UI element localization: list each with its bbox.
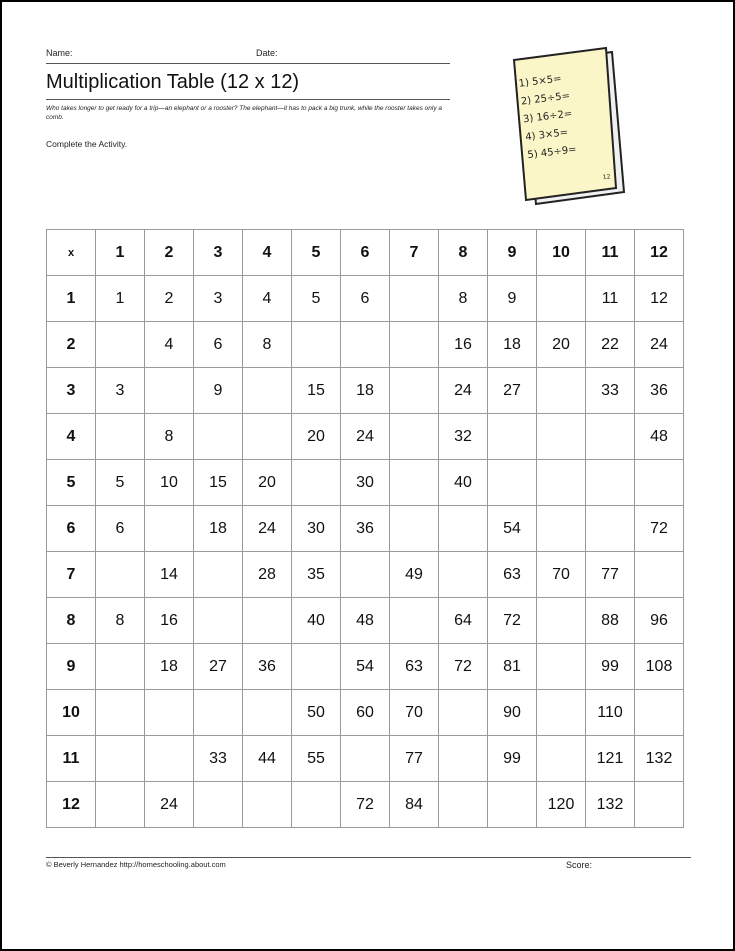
column-header: 5 bbox=[292, 230, 341, 276]
product-cell[interactable]: 36 bbox=[243, 644, 292, 690]
product-cell[interactable]: 90 bbox=[488, 690, 537, 736]
product-cell[interactable] bbox=[194, 690, 243, 736]
row-header: 2 bbox=[47, 322, 96, 368]
product-cell[interactable]: 48 bbox=[341, 598, 390, 644]
product-cell[interactable]: 3 bbox=[194, 276, 243, 322]
product-cell[interactable] bbox=[390, 276, 439, 322]
notepad-line: 4) 3×5= bbox=[524, 127, 569, 144]
column-header: 12 bbox=[635, 230, 684, 276]
row-header: 7 bbox=[47, 552, 96, 598]
product-cell[interactable] bbox=[390, 460, 439, 506]
product-cell[interactable] bbox=[292, 322, 341, 368]
table-row bbox=[47, 690, 684, 736]
product-cell[interactable]: 88 bbox=[586, 598, 635, 644]
product-cell[interactable]: 72 bbox=[439, 644, 488, 690]
product-cell[interactable] bbox=[537, 506, 586, 552]
product-cell[interactable] bbox=[341, 552, 390, 598]
product-cell[interactable] bbox=[194, 552, 243, 598]
table-row bbox=[47, 322, 684, 368]
row-header: 10 bbox=[47, 690, 96, 736]
product-cell[interactable]: 9 bbox=[194, 368, 243, 414]
product-cell[interactable] bbox=[243, 782, 292, 828]
product-cell[interactable]: 8 bbox=[439, 276, 488, 322]
column-header: 4 bbox=[243, 230, 292, 276]
product-cell[interactable]: 30 bbox=[292, 506, 341, 552]
product-cell[interactable]: 20 bbox=[537, 322, 586, 368]
product-cell[interactable] bbox=[537, 690, 586, 736]
table-row bbox=[47, 414, 684, 460]
product-cell[interactable]: 16 bbox=[145, 598, 194, 644]
product-cell[interactable]: 132 bbox=[635, 736, 684, 782]
product-cell[interactable] bbox=[292, 782, 341, 828]
column-header: 10 bbox=[537, 230, 586, 276]
column-header: 2 bbox=[145, 230, 194, 276]
product-cell[interactable]: 24 bbox=[341, 414, 390, 460]
product-cell[interactable]: 24 bbox=[439, 368, 488, 414]
product-cell[interactable]: 6 bbox=[341, 276, 390, 322]
product-cell[interactable]: 27 bbox=[488, 368, 537, 414]
product-cell[interactable]: 70 bbox=[390, 690, 439, 736]
product-cell[interactable] bbox=[537, 460, 586, 506]
product-cell[interactable]: 64 bbox=[439, 598, 488, 644]
product-cell[interactable]: 72 bbox=[341, 782, 390, 828]
multiplication-table bbox=[46, 229, 684, 828]
product-cell[interactable] bbox=[243, 368, 292, 414]
product-cell[interactable]: 24 bbox=[145, 782, 194, 828]
row-header: 9 bbox=[47, 644, 96, 690]
product-cell[interactable]: 77 bbox=[586, 552, 635, 598]
product-cell[interactable]: 30 bbox=[341, 460, 390, 506]
date-label: Date: bbox=[256, 48, 278, 58]
product-cell[interactable] bbox=[194, 782, 243, 828]
instruction-text: Complete the Activity. bbox=[46, 139, 128, 149]
product-cell[interactable]: 84 bbox=[390, 782, 439, 828]
product-cell[interactable]: 22 bbox=[586, 322, 635, 368]
table-row bbox=[47, 368, 684, 414]
product-cell[interactable] bbox=[537, 644, 586, 690]
product-cell[interactable]: 4 bbox=[243, 276, 292, 322]
product-cell[interactable] bbox=[537, 598, 586, 644]
product-cell[interactable] bbox=[635, 460, 684, 506]
product-cell[interactable] bbox=[390, 414, 439, 460]
product-cell[interactable]: 96 bbox=[635, 598, 684, 644]
product-cell[interactable]: 99 bbox=[586, 644, 635, 690]
row-header: 12 bbox=[47, 782, 96, 828]
product-cell[interactable]: 121 bbox=[586, 736, 635, 782]
column-header: 8 bbox=[439, 230, 488, 276]
product-cell[interactable]: 8 bbox=[96, 598, 145, 644]
name-label: Name: bbox=[46, 48, 73, 58]
row-header: 1 bbox=[47, 276, 96, 322]
product-cell[interactable]: 33 bbox=[194, 736, 243, 782]
product-cell[interactable]: 40 bbox=[439, 460, 488, 506]
table-row bbox=[47, 644, 684, 690]
row-header: 3 bbox=[47, 368, 96, 414]
footer-line bbox=[46, 857, 691, 858]
score-label: Score: bbox=[566, 860, 593, 870]
product-cell[interactable] bbox=[145, 736, 194, 782]
product-cell[interactable] bbox=[341, 736, 390, 782]
product-cell[interactable] bbox=[439, 782, 488, 828]
column-header: 6 bbox=[341, 230, 390, 276]
product-cell[interactable]: 15 bbox=[292, 368, 341, 414]
product-cell[interactable]: 110 bbox=[586, 690, 635, 736]
product-cell[interactable]: 4 bbox=[145, 322, 194, 368]
notepad-icon bbox=[500, 44, 630, 206]
product-cell[interactable] bbox=[390, 506, 439, 552]
product-cell[interactable]: 18 bbox=[341, 368, 390, 414]
product-cell[interactable] bbox=[194, 598, 243, 644]
product-cell[interactable] bbox=[390, 368, 439, 414]
product-cell[interactable]: 20 bbox=[243, 460, 292, 506]
product-cell[interactable] bbox=[96, 782, 145, 828]
product-cell[interactable] bbox=[439, 690, 488, 736]
product-cell[interactable] bbox=[390, 598, 439, 644]
row-header: 8 bbox=[47, 598, 96, 644]
product-cell[interactable] bbox=[96, 552, 145, 598]
product-cell[interactable]: 27 bbox=[194, 644, 243, 690]
product-cell[interactable]: 16 bbox=[439, 322, 488, 368]
product-cell[interactable]: 20 bbox=[292, 414, 341, 460]
product-cell[interactable]: 35 bbox=[292, 552, 341, 598]
product-cell[interactable]: 36 bbox=[635, 368, 684, 414]
product-cell[interactable] bbox=[537, 276, 586, 322]
copyright-text: © Beverly Hernandez http://homeschooling.about.com bbox=[46, 860, 226, 869]
product-cell[interactable]: 63 bbox=[390, 644, 439, 690]
table-row bbox=[47, 276, 684, 322]
product-cell[interactable]: 10 bbox=[145, 460, 194, 506]
product-cell[interactable] bbox=[96, 322, 145, 368]
product-cell[interactable]: 32 bbox=[439, 414, 488, 460]
product-cell[interactable] bbox=[439, 736, 488, 782]
riddle-text: Who takes longer to get ready for a trip—an elephant or a rooster? The elephant—it has to pack a big trunk, while the rooster takes only a comb. bbox=[46, 105, 442, 121]
product-cell[interactable]: 70 bbox=[537, 552, 586, 598]
product-cell[interactable]: 49 bbox=[390, 552, 439, 598]
product-cell[interactable] bbox=[341, 322, 390, 368]
product-cell[interactable] bbox=[586, 460, 635, 506]
product-cell[interactable]: 5 bbox=[96, 460, 145, 506]
product-cell[interactable]: 54 bbox=[341, 644, 390, 690]
page-title: Multiplication Table (12 x 12) bbox=[46, 71, 300, 93]
product-cell[interactable] bbox=[292, 460, 341, 506]
product-cell[interactable] bbox=[96, 736, 145, 782]
product-cell[interactable] bbox=[488, 414, 537, 460]
column-header: 11 bbox=[586, 230, 635, 276]
product-cell[interactable] bbox=[439, 506, 488, 552]
product-cell[interactable]: 6 bbox=[194, 322, 243, 368]
product-cell[interactable]: 11 bbox=[586, 276, 635, 322]
notepad-page-number: 12 bbox=[602, 173, 611, 182]
product-cell[interactable] bbox=[243, 598, 292, 644]
notepad-line: 1) 5×5= bbox=[518, 73, 563, 90]
column-header: 7 bbox=[390, 230, 439, 276]
product-cell[interactable] bbox=[439, 552, 488, 598]
column-header: 3 bbox=[194, 230, 243, 276]
product-cell[interactable]: 36 bbox=[341, 506, 390, 552]
notepad-line: 3) 16÷2= bbox=[522, 108, 573, 126]
product-cell[interactable] bbox=[243, 414, 292, 460]
product-cell[interactable]: 63 bbox=[488, 552, 537, 598]
name-date-line bbox=[46, 63, 450, 64]
product-cell[interactable] bbox=[96, 414, 145, 460]
notepad-line: 5) 45÷9= bbox=[526, 144, 578, 162]
notepad-line: 2) 25÷5= bbox=[520, 90, 571, 108]
product-cell[interactable]: 108 bbox=[635, 644, 684, 690]
product-cell[interactable]: 44 bbox=[243, 736, 292, 782]
product-cell[interactable]: 81 bbox=[488, 644, 537, 690]
product-cell[interactable] bbox=[243, 690, 292, 736]
product-cell[interactable]: 55 bbox=[292, 736, 341, 782]
column-header: 9 bbox=[488, 230, 537, 276]
product-cell[interactable] bbox=[390, 322, 439, 368]
table-row bbox=[47, 782, 684, 828]
row-header: 11 bbox=[47, 736, 96, 782]
product-cell[interactable] bbox=[145, 690, 194, 736]
table-row bbox=[47, 598, 684, 644]
product-cell[interactable] bbox=[635, 690, 684, 736]
product-cell[interactable]: 6 bbox=[96, 506, 145, 552]
product-cell[interactable] bbox=[537, 736, 586, 782]
product-cell[interactable] bbox=[635, 782, 684, 828]
header-row bbox=[47, 230, 684, 276]
product-cell[interactable] bbox=[145, 368, 194, 414]
row-header: 4 bbox=[47, 414, 96, 460]
product-cell[interactable]: 18 bbox=[488, 322, 537, 368]
product-cell[interactable]: 48 bbox=[635, 414, 684, 460]
product-cell[interactable] bbox=[488, 460, 537, 506]
product-cell[interactable]: 40 bbox=[292, 598, 341, 644]
row-header: 6 bbox=[47, 506, 96, 552]
table-row bbox=[47, 506, 684, 552]
product-cell[interactable]: 72 bbox=[635, 506, 684, 552]
product-cell[interactable]: 12 bbox=[635, 276, 684, 322]
product-cell[interactable]: 18 bbox=[145, 644, 194, 690]
product-cell[interactable] bbox=[145, 506, 194, 552]
product-cell[interactable]: 24 bbox=[243, 506, 292, 552]
product-cell[interactable]: 2 bbox=[145, 276, 194, 322]
product-cell[interactable]: 3 bbox=[96, 368, 145, 414]
table-row bbox=[47, 736, 684, 782]
product-cell[interactable]: 8 bbox=[145, 414, 194, 460]
product-cell[interactable] bbox=[586, 506, 635, 552]
product-cell[interactable]: 5 bbox=[292, 276, 341, 322]
product-cell[interactable] bbox=[194, 414, 243, 460]
product-cell[interactable] bbox=[488, 782, 537, 828]
product-cell[interactable]: 33 bbox=[586, 368, 635, 414]
product-cell[interactable] bbox=[96, 644, 145, 690]
product-cell[interactable] bbox=[635, 552, 684, 598]
table-row bbox=[47, 460, 684, 506]
product-cell[interactable]: 14 bbox=[145, 552, 194, 598]
product-cell[interactable]: 1 bbox=[96, 276, 145, 322]
product-cell[interactable] bbox=[96, 690, 145, 736]
column-header: 1 bbox=[96, 230, 145, 276]
product-cell[interactable] bbox=[586, 414, 635, 460]
product-cell[interactable]: 24 bbox=[635, 322, 684, 368]
product-cell[interactable]: 8 bbox=[243, 322, 292, 368]
row-header: 5 bbox=[47, 460, 96, 506]
product-cell[interactable]: 99 bbox=[488, 736, 537, 782]
product-cell[interactable]: 50 bbox=[292, 690, 341, 736]
product-cell[interactable]: 15 bbox=[194, 460, 243, 506]
product-cell[interactable] bbox=[292, 644, 341, 690]
product-cell[interactable]: 72 bbox=[488, 598, 537, 644]
product-cell[interactable]: 54 bbox=[488, 506, 537, 552]
product-cell[interactable]: 28 bbox=[243, 552, 292, 598]
product-cell[interactable]: 18 bbox=[194, 506, 243, 552]
table-row bbox=[47, 552, 684, 598]
product-cell[interactable]: 132 bbox=[586, 782, 635, 828]
product-cell[interactable]: 9 bbox=[488, 276, 537, 322]
product-cell[interactable]: 60 bbox=[341, 690, 390, 736]
product-cell[interactable] bbox=[537, 368, 586, 414]
product-cell[interactable]: 77 bbox=[390, 736, 439, 782]
corner-cell: x bbox=[47, 230, 96, 276]
title-underline bbox=[46, 99, 450, 100]
product-cell[interactable]: 120 bbox=[537, 782, 586, 828]
product-cell[interactable] bbox=[537, 414, 586, 460]
